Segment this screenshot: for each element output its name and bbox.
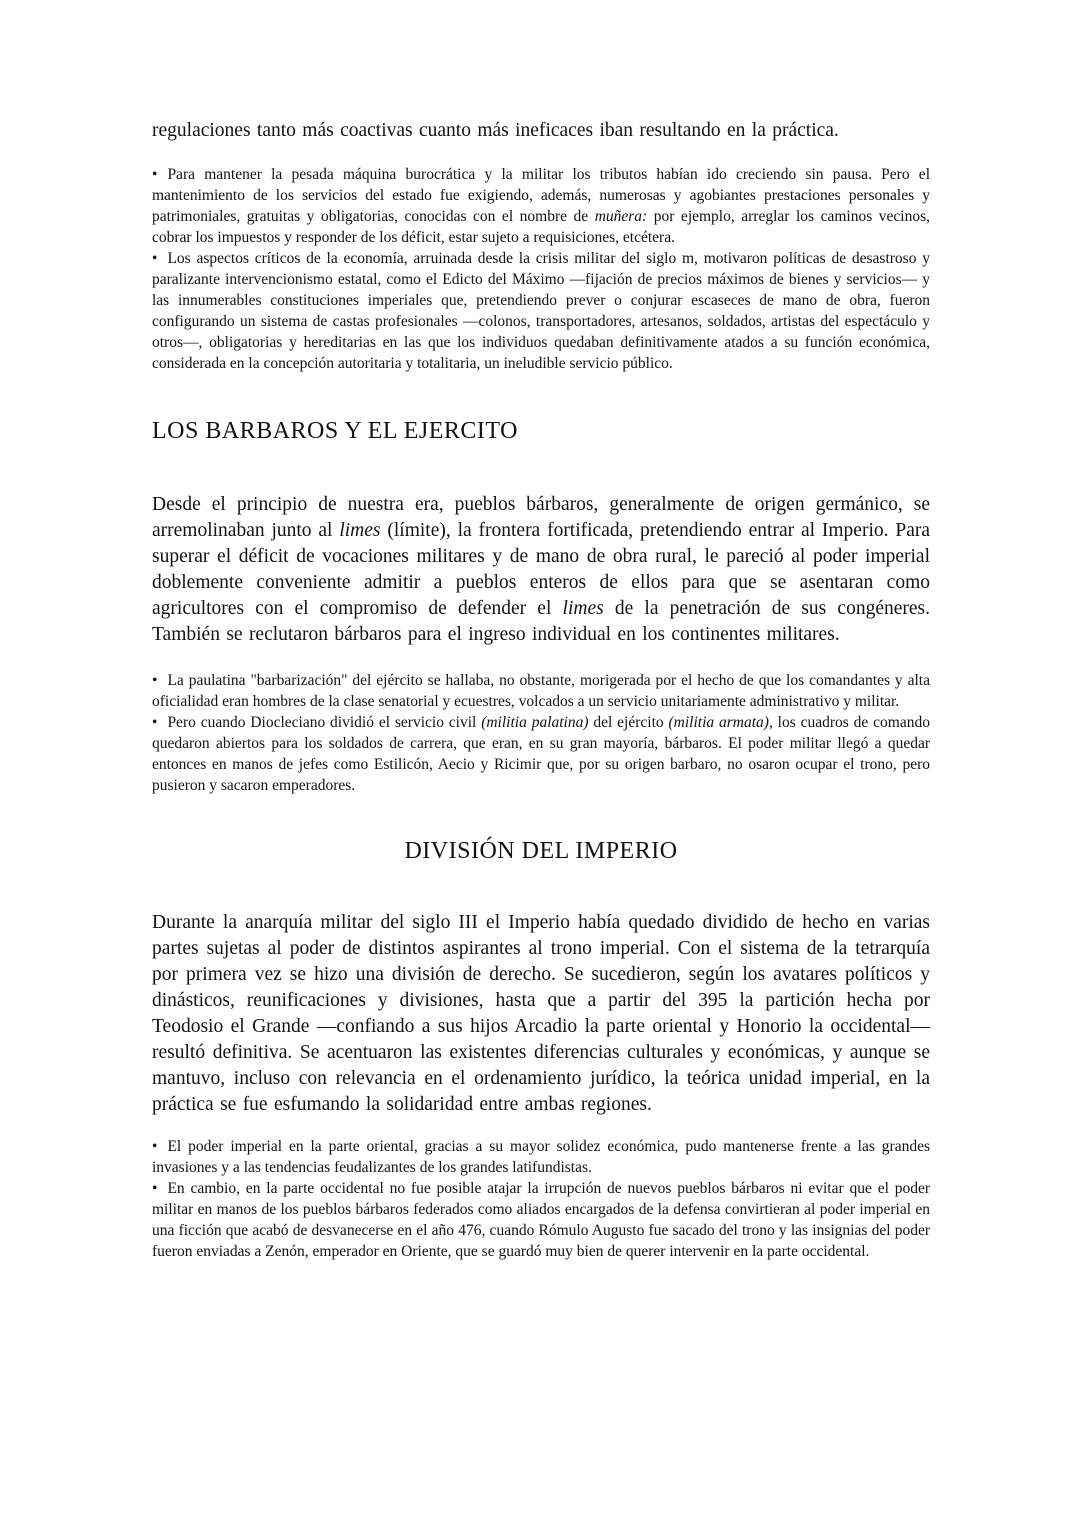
bullet-marker: • bbox=[152, 714, 158, 731]
bullet-barbarizacion bbox=[152, 670, 930, 712]
heading-barbaros bbox=[152, 416, 930, 446]
text-segment: El poder imperial en la parte oriental, gracias a su mayor solidez económica, pudo mantenerse frente a las grandes invasiones y a las tendencias feudalizantes de los grandes latifundistas. bbox=[152, 1138, 930, 1176]
heading-division bbox=[152, 836, 930, 866]
italic-segment: limes bbox=[339, 520, 381, 541]
italic-segment: limes bbox=[562, 598, 604, 619]
text-segment: Desde el principio de nuestra era, pueblos bárbaros, generalmente de origen germánico, se arremolinaban junto al bbox=[152, 494, 930, 541]
text-segment: regulaciones tanto más coactivas cuanto más ineficaces iban resultando en la práctica. bbox=[152, 120, 839, 141]
text-segment: del ejército bbox=[588, 714, 669, 731]
text-segment: los cuadros de comando quedaron abiertos para los soldados de carrera, que eran, en su gran mayoría, bárbaros. El poder militar llegó a quedar entonces en manos de jefes como Estilicón, Aecio y Ricimir que, por su origen barbaro, no osaron ocupar el trono, pero pusieron y sacaron emperadores. bbox=[152, 714, 930, 794]
bullet-occidental bbox=[152, 1178, 930, 1262]
text-segment: Durante la anarquía militar del siglo III el Imperio había quedado dividido de hecho en varias partes sujetas al poder de distintos aspirantes al trono imperial. Con el sistema de la tetrarquía por primera vez se hizo una división de derecho. Se sucedieron, según los avatares políticos y dinásticos, reunificaciones y divisiones, hasta que a partir del 395 la partición hecha por Teodosio el Grande —confiando a sus hijos Arcadio la parte oriental y Honorio la occidental— resultó definitiva. Se acentuaron las existentes diferencias culturales y económicas, y aunque se mantuvo, incluso con relevancia en el ordenamiento jurídico, la teórica unidad imperial, en la práctica se fue esfumando la solidaridad entre ambas regiones. bbox=[152, 912, 930, 1115]
bullet-marker: • bbox=[152, 250, 158, 267]
para-division bbox=[152, 910, 930, 1118]
bullet-diocleciano bbox=[152, 712, 930, 796]
text-segment: La paulatina "barbarización" del ejército se hallaba, no obstante, morigerada por el hecho de que los comandantes y alta oficialidad eran hombres de la clase senatorial y ecuestres, volcados a un servicio unitariamente administrativo y militar. bbox=[152, 672, 930, 710]
text-segment: En cambio, en la parte occidental no fue posible atajar la irrupción de nuevos pueblos bárbaros ni evitar que el poder militar en manos de los pueblos bárbaros federados como aliados encargados de la defensa convirtieran al poder imperial en una ficción que acabó de desvanecerse en el año 476, cuando Rómulo Augusto fue sacado del trono y las insignias del poder fueron enviadas a Zenón, emperador en Oriente, que se guardó muy bien de querer intervenir en la parte occidental. bbox=[152, 1180, 930, 1260]
para-barbaros bbox=[152, 492, 930, 648]
text-segment: Para mantener la pesada máquina burocrática y la militar los tributos habían ido creciendo sin pausa. Pero el mantenimiento de los servicios del estado fue exigiendo, además, numerosas y agobiantes prestaciones personales y patrimoniales, gratuitas y obligatorias, conocidas con el nombre de bbox=[152, 166, 930, 225]
bullet-marker: • bbox=[152, 672, 158, 689]
para-continuation bbox=[152, 118, 930, 144]
italic-segment: (militia palatina) bbox=[481, 714, 589, 731]
text-segment: Los aspectos críticos de la economía, arruinada desde la crisis militar del siglo m, motivaron políticas de desastroso y paralizante intervencionismo estatal, como el Edicto del Máximo —fijación de precios máximos de bienes y servicios— y las innumerables constituciones imperiales que, pretendiendo prever o conjurar escaseces de mano de obra, fueron configurando un sistema de castas profesionales —colonos, transportadores, artesanos, soldados, artistas del espectáculo y otros—, obligatorias y hereditarias en las que los individuos quedaban definitivamente atados a su función económica, considerada en la concepción autoritaria y totalitaria, un ineludible servicio público. bbox=[152, 250, 930, 372]
text-segment: (límite), la frontera fortificada, pretendiendo entrar al Imperio. Para superar el déficit de vocaciones militares y de mano de obra rural, le pareció al poder imperial doblemente conveniente admitir a pueblos enteros de ellos para que se asentaran como agricultores con el compromiso de defender el bbox=[152, 520, 930, 619]
bullet-economia bbox=[152, 248, 930, 374]
text-segment: de la penetración de sus congéneres. También se reclutaron bárbaros para el ingreso individual en los continentes militares. bbox=[152, 598, 930, 645]
heading-text: LOS BARBAROS Y EL EJERCITO bbox=[152, 418, 518, 444]
italic-segment: muñera: bbox=[594, 208, 648, 225]
bullet-marker: • bbox=[152, 1180, 158, 1197]
italic-segment: (militia armata), bbox=[668, 714, 773, 731]
bullet-marker: • bbox=[152, 166, 158, 183]
text-segment: Pero cuando Diocleciano dividió el servicio civil bbox=[167, 714, 482, 731]
bullet-marker: • bbox=[152, 1138, 158, 1155]
text-segment: por ejemplo, arreglar los caminos vecinos, cobrar los impuestos y responder de los déficit, estar sujeto a requisiciones, etcétera. bbox=[152, 208, 930, 246]
bullet-tributos bbox=[152, 164, 930, 248]
heading-text: DIVISIÓN DEL IMPERIO bbox=[404, 838, 678, 864]
bullet-oriental bbox=[152, 1136, 930, 1178]
